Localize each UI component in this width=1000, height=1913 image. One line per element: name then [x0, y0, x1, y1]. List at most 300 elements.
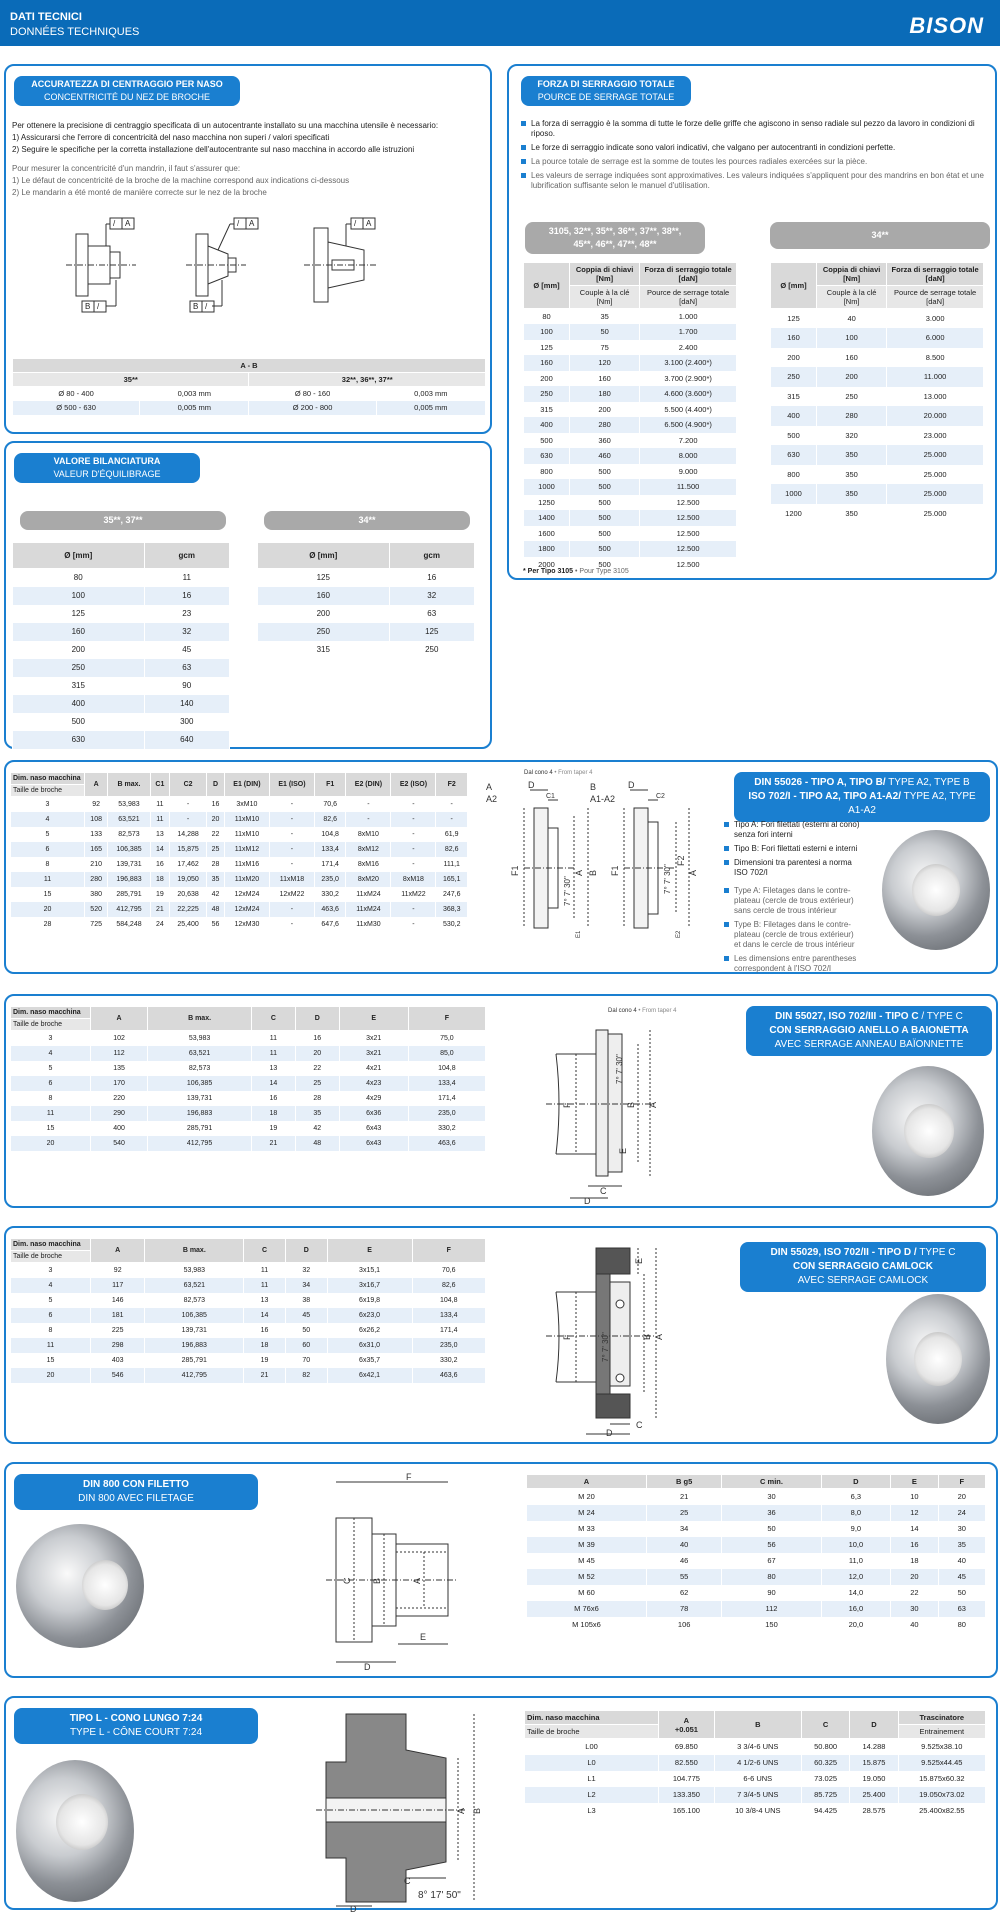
concentricity-text-fr-2: 1) Le défaut de concentricité de la broche de la machine correspond aux indications ci-dessous: [12, 176, 350, 185]
table-cell: 25.400x82.55: [898, 1803, 985, 1819]
table-row: [527, 1521, 986, 1537]
note-fr-2: Les valeurs de serrage indiquées sont approximatives. Les valeurs indiquées s'appliquent pour des mandrins en bon état et une lubrification suffisante selon le manuel d'utilisation.: [521, 171, 991, 191]
table-cell: 63: [144, 659, 230, 677]
table-cell: 4 1/2-6 UNS: [714, 1755, 801, 1771]
table-cell: 16: [144, 587, 230, 605]
table-cell: 16,0: [821, 1601, 891, 1617]
table-cell: 165: [85, 842, 108, 857]
table-cell: 250: [389, 641, 475, 659]
table-cell: 133.350: [659, 1787, 715, 1803]
table-row: [11, 1293, 486, 1308]
table-row: [524, 371, 737, 387]
din800-adapter-photo: [16, 1524, 144, 1648]
svg-text:A: A: [688, 869, 698, 876]
table-cell: -: [269, 902, 314, 917]
table-cell: 6x26,2: [327, 1323, 412, 1338]
table-cell: 21: [646, 1489, 722, 1505]
table-cell: 315: [771, 387, 817, 407]
svg-text:F2: F2: [676, 855, 686, 866]
table-cell: 16: [389, 569, 475, 587]
table-cell: 11: [150, 797, 169, 812]
table-cell: 3 3/4-6 UNS: [714, 1739, 801, 1755]
table-cell: 3.700 (2.900*): [640, 371, 737, 387]
table-row: [11, 827, 468, 842]
table-cell: 25.400: [850, 1787, 898, 1803]
table-cell: 6x19,8: [327, 1293, 412, 1308]
table-cell: 5: [11, 827, 85, 842]
clamping-table-1: Ø [mm] Coppia di chiavi [Nm] Forza di serraggio totale [daN] Couple à la clé [Nm] Pource de serrage totale [daN] 80 35 1.000 100 50 1.700 125 75 2.400 160 120 3.100 (2.400*) 200 160 3.700 (2.900*) 250 180 4.600 (3.600*) 315 200 5.500 (4.400*) 400 280 6.500 (4.900*) 500 360 7.200 630 460 8.000 800 500 9.000 1000 500 11.500 1250 500 12.500 1400 500 12.500 1600 500 12.500 1800 500 12.500 2000 500 12.500: [523, 262, 737, 572]
table-cell: -: [346, 797, 391, 812]
table-cell: 16: [891, 1537, 938, 1553]
table-cell: 250: [524, 386, 570, 402]
table-row: [11, 1091, 486, 1106]
table-row: [11, 1106, 486, 1121]
table-cell: 235,0: [408, 1106, 485, 1121]
table-cell: 350: [817, 504, 887, 524]
svg-text:F: F: [406, 1472, 412, 1482]
bison-logo: BISON: [909, 13, 984, 38]
clamping-footnote: * Per Tipo 3105 • Pour Type 3105: [523, 568, 629, 575]
table-cell: 4: [11, 812, 85, 827]
svg-text:/: /: [237, 219, 240, 228]
svg-text:/: /: [97, 302, 100, 311]
table-cell: 14: [891, 1521, 938, 1537]
table-cell: 630: [771, 445, 817, 465]
table-cell: Ø 80 - 400: [13, 387, 140, 401]
table-cell: 28: [295, 1091, 339, 1106]
svg-text:E: E: [634, 1257, 644, 1264]
table-cell: 12xM24: [224, 902, 269, 917]
table-cell: Ø 500 - 630: [13, 401, 140, 415]
table-row: [527, 1537, 986, 1553]
table-cell: 3: [11, 797, 85, 812]
table-cell: 196,883: [148, 1106, 252, 1121]
table-cell: 133,4: [314, 842, 345, 857]
label-a-2: A: [249, 219, 255, 228]
table-cell: L00: [525, 1739, 659, 1755]
clamping-table-2: Ø [mm] Coppia di chiavi [Nm] Forza di serraggio totale [daN] Couple à la clé [Nm] Pource de serrage totale [daN] 125 40 3.000 160 100 6.000 200 160 8.500 250 200 11.000 315 250 13.000 400 280 20.000 500 320 23.000 630 350 25.000 800 350 25.000 1000 350 25.000 1200 350 25.000: [770, 262, 984, 523]
table-cell: 250: [817, 387, 887, 407]
table-row: [13, 569, 230, 587]
table-cell: 546: [91, 1368, 145, 1383]
table-cell: 3x21: [339, 1046, 408, 1061]
table-cell: 25: [207, 842, 225, 857]
table-cell: 412,795: [145, 1368, 244, 1383]
table-cell: 400: [91, 1121, 148, 1136]
table-cell: 22: [891, 1585, 938, 1601]
balancing-pill: VALORE BILANCIATURA VALEUR D'ÉQUILIBRAGE: [14, 453, 200, 483]
table-cell: 82,573: [145, 1293, 244, 1308]
table-cell: 8xM10: [346, 827, 391, 842]
table-cell: 133: [85, 827, 108, 842]
table-cell: 165,1: [436, 872, 468, 887]
table-cell: 106: [646, 1617, 722, 1633]
table-cell: 48: [207, 902, 225, 917]
table-cell: 11: [11, 1338, 91, 1353]
table-row: [525, 1803, 986, 1819]
table-row: [11, 917, 468, 932]
table-cell: -: [436, 797, 468, 812]
table-cell: 8xM20: [346, 872, 391, 887]
svg-text:A: A: [486, 782, 493, 792]
concentricity-text-it-2: 1) Assicurarsi che l'errore di concentricità del naso macchina non superi / valori specificati: [12, 133, 330, 142]
table-row: [11, 857, 468, 872]
table-cell: 125: [771, 309, 817, 329]
table-cell: 40: [891, 1617, 938, 1633]
table-cell: 28: [11, 917, 85, 932]
type-l-panel: [4, 1696, 998, 1910]
table-cell: 104,8: [412, 1293, 486, 1308]
table-cell: 53,983: [108, 797, 150, 812]
table-cell: 2.400: [640, 340, 737, 356]
table-cell: 220: [91, 1091, 148, 1106]
table-row: [13, 659, 230, 677]
table-cell: 320: [817, 426, 887, 446]
table-cell: 15,875: [170, 842, 207, 857]
table-cell: 11xM24: [346, 902, 391, 917]
clamping-force-notes: [521, 119, 991, 195]
table-row: [771, 406, 984, 426]
concentricity-diagram: [46, 216, 486, 331]
table-row: [13, 401, 486, 415]
table-cell: 50.800: [801, 1739, 849, 1755]
table-row: [524, 402, 737, 418]
table-row: [11, 1061, 486, 1076]
table-cell: 285,791: [108, 887, 150, 902]
table-cell: 25.000: [887, 445, 984, 465]
table-cell: L3: [525, 1803, 659, 1819]
din55026-notes: Tipo A: Fori filettati (esterni al cono) senza fori interni Tipo B: Fori filettati esterni e interni Dimensioni tra parentesi a norma ISO 702/I Type A: Filetages dans le contre-plateau (cercle de trous extérieur) sans cercle de trous intérieur Type B: Filetages dans le contre-plateau (cercle de trous extérieur) et dans le cercle de trous intérieur Les dimensions entre parentheses correspondent à l'ISO 702/I: [724, 820, 862, 978]
table-cell: 80: [13, 569, 145, 587]
balancing-group-1: 35**, 37**: [20, 511, 226, 530]
table-cell: 12xM24: [224, 887, 269, 902]
table-cell: 70,6: [314, 797, 345, 812]
table-row: [11, 887, 468, 902]
svg-text:D: D: [584, 1196, 591, 1204]
label-a-1: A: [125, 219, 131, 228]
table-cell: 380: [85, 887, 108, 902]
table-row: [527, 1553, 986, 1569]
table-cell: -: [391, 797, 436, 812]
concentricity-table: A - B 35** 32**, 36**, 37** Ø 80 - 400 0,003 mm Ø 80 - 160 0,003 mm Ø 500 - 630 0,005 mm Ø 200 - 800 0,005 mm: [12, 358, 486, 415]
table-cell: 11.000: [887, 367, 984, 387]
table-row: [771, 387, 984, 407]
table-cell: 10: [891, 1489, 938, 1505]
table-cell: 15: [11, 887, 85, 902]
table-cell: 12.500: [640, 557, 737, 573]
table-cell: 8xM16: [346, 857, 391, 872]
table-cell: 0,003 mm: [140, 387, 249, 401]
table-cell: 18: [251, 1106, 295, 1121]
table-row: [13, 695, 230, 713]
table-cell: 73.025: [801, 1771, 849, 1787]
clamping-group-1: 3105, 32**, 35**, 36**, 37**, 38**, 45**, 46**, 47**, 48**: [525, 222, 705, 254]
label-b-2: B: [193, 302, 199, 311]
table-cell: 4x29: [339, 1091, 408, 1106]
table-cell: 290: [91, 1106, 148, 1121]
table-cell: 280: [570, 417, 640, 433]
table-cell: 25: [646, 1505, 722, 1521]
table-row: [527, 1585, 986, 1601]
table-cell: 6x43: [339, 1121, 408, 1136]
table-cell: 403: [91, 1353, 145, 1368]
table-cell: 19: [150, 887, 169, 902]
table-cell: 50: [938, 1585, 985, 1601]
concentricity-panel: [4, 64, 492, 434]
table-cell: 530,2: [436, 917, 468, 932]
table-row: [524, 433, 737, 449]
table-row: [13, 623, 230, 641]
table-cell: 70: [285, 1353, 327, 1368]
svg-text:F1: F1: [610, 865, 620, 876]
table-cell: 63,521: [145, 1278, 244, 1293]
table-row: [527, 1505, 986, 1521]
table-cell: 8.500: [887, 348, 984, 368]
table-cell: 11xM24: [346, 887, 391, 902]
table-cell: 32: [285, 1263, 327, 1278]
label-a-3: A: [366, 219, 372, 228]
din55029-table: Dim. naso macchina A B max. C D E F Taille de broche 3 92 53,983 11 32 3x15,1 70,6 4 117 63,521 11 34 3x16,7 82,6 5 146 82,573 13 38 6x19,8 104,8 6 181 106,385 14 45 6x23,0 133,4 8 225 139,731 16 50 6x26,2 171,4 11 298 196,883 18 60 6x31,0 235,0 15 403 285,791 19 70 6x35,7 330,2 20 546 412,795 21 82 6x42,1 463,6: [10, 1238, 486, 1383]
svg-text:F1: F1: [510, 865, 520, 876]
table-cell: 82.550: [659, 1755, 715, 1771]
table-cell: 106,385: [108, 842, 150, 857]
table-cell: 21: [251, 1136, 295, 1151]
table-cell: 171,4: [408, 1091, 485, 1106]
table-cell: 280: [85, 872, 108, 887]
table-cell: 19: [251, 1121, 295, 1136]
table-cell: 400: [13, 695, 145, 713]
table-cell: 11: [150, 812, 169, 827]
din55029-pill: DIN 55029, ISO 702/II - TIPO D / TYPE C CON SERRAGGIO CAMLOCK AVEC SERRAGE CAMLOCK: [740, 1242, 986, 1292]
table-cell: 12xM22: [269, 887, 314, 902]
table-cell: 11xM20: [224, 872, 269, 887]
table-cell: 6x23,0: [327, 1308, 412, 1323]
table-cell: 500: [570, 510, 640, 526]
table-cell: 45: [144, 641, 230, 659]
svg-text:E: E: [420, 1632, 427, 1642]
table-cell: 53,983: [145, 1263, 244, 1278]
clamping-force-panel: [507, 64, 997, 580]
table-cell: M 76x6: [527, 1601, 647, 1617]
table-row: [771, 348, 984, 368]
table-cell: 20: [11, 1368, 91, 1383]
table-cell: 12xM30: [224, 917, 269, 932]
table-row: [524, 448, 737, 464]
table-row: [11, 1076, 486, 1091]
table-cell: 4.600 (3.600*): [640, 386, 737, 402]
table-cell: 25.000: [887, 484, 984, 504]
svg-text:C2: C2: [656, 793, 665, 800]
svg-text:A1-A2: A1-A2: [590, 794, 616, 804]
table-cell: 6x42,1: [327, 1368, 412, 1383]
table-cell: 25.000: [887, 504, 984, 524]
table-cell: 9.525x38.10: [898, 1739, 985, 1755]
table-cell: 94.425: [801, 1803, 849, 1819]
table-row: [524, 526, 737, 542]
table-cell: 500: [570, 541, 640, 557]
table-cell: 30: [722, 1489, 821, 1505]
svg-text:B: B: [626, 1101, 636, 1108]
table-cell: 463,6: [314, 902, 345, 917]
table-cell: 400: [524, 417, 570, 433]
type-l-pill: TIPO L - CONO LUNGO 7:24 TYPE L - CÔNE COURT 7:24: [14, 1708, 258, 1744]
table-cell: 7 3/4-5 UNS: [714, 1787, 801, 1803]
table-cell: L1: [525, 1771, 659, 1787]
table-cell: 247,6: [436, 887, 468, 902]
table-cell: 20,638: [170, 887, 207, 902]
table-cell: 120: [570, 355, 640, 371]
din55026-diagram: [484, 766, 724, 971]
table-row: [524, 386, 737, 402]
table-cell: 200: [817, 367, 887, 387]
table-cell: 10,0: [821, 1537, 891, 1553]
table-cell: 584,248: [108, 917, 150, 932]
din55026-table: Dim. naso macchina A B max. C1 C2 D E1 (DIN) E1 (ISO) F1 E2 (DIN) E2 (ISO) F2 Taille de broche 3 92 53,983 11 - 16 3xM10 - 70,6 - - - 4 108 63,521 11 - 20 11xM10 - 82,6 - - - 5 133 82,573 13 14,288 22 11xM10 - 104,8 8xM10 - 61,9 6 165 106,385 14 15,875 25 11xM12 - 133,4 8xM12 - 82,6 8 210 139,731 16 17,462 28 11xM16 - 171,4 8xM16 - 111,1 11 280 196,883 18 19,050 35 11xM20 11xM18 235,0 8xM20 8xM18 165,1 15 380 285,791 19 20,638 42 12xM24 12xM22 330,2 11xM24 11xM22 247,6 20 520 412,795 21 22,225 48 12xM24 - 463,6 11xM24 - 368,3 28 725 584,248 24 25,400 56 12xM30 - 647,6 11xM30 - 530,2: [10, 772, 468, 932]
table-cell: 19.050: [850, 1771, 898, 1787]
table-cell: -: [391, 812, 436, 827]
table-cell: 28.575: [850, 1803, 898, 1819]
table-cell: 160: [13, 623, 145, 641]
table-cell: 22: [207, 827, 225, 842]
table-cell: 42: [207, 887, 225, 902]
table-cell: 11xM10: [224, 812, 269, 827]
table-cell: 500: [570, 495, 640, 511]
table-row: [258, 623, 475, 641]
table-cell: 92: [91, 1263, 145, 1278]
svg-text:A: A: [456, 1807, 466, 1814]
table-cell: 1600: [524, 526, 570, 542]
table-cell: 40: [938, 1553, 985, 1569]
din55029-adapter-photo: [886, 1294, 990, 1424]
table-cell: 330,2: [408, 1121, 485, 1136]
table-cell: 8.000: [640, 448, 737, 464]
svg-text:C: C: [404, 1876, 411, 1886]
table-row: [524, 510, 737, 526]
table-cell: 235,0: [412, 1338, 486, 1353]
table-cell: 13.000: [887, 387, 984, 407]
table-cell: 35: [938, 1537, 985, 1553]
type-l-col-a: A +0.051: [659, 1711, 715, 1739]
table-cell: 100: [524, 324, 570, 340]
table-cell: 16: [150, 857, 169, 872]
table-cell: 20: [891, 1569, 938, 1585]
concentricity-text-it-1: Per ottenere la precisione di centraggio specificata di un autocentrante installato su una macchina utensile è necessario:: [12, 121, 439, 130]
table-cell: 38: [285, 1293, 327, 1308]
svg-text:E1: E1: [576, 930, 582, 938]
table-cell: 300: [144, 713, 230, 731]
table-cell: 171,4: [314, 857, 345, 872]
table-cell: 460: [570, 448, 640, 464]
svg-text:B: B: [372, 1577, 382, 1584]
table-cell: 16: [251, 1091, 295, 1106]
table-cell: 40: [817, 309, 887, 329]
table-cell: 60.325: [801, 1755, 849, 1771]
table-cell: 50: [722, 1521, 821, 1537]
table-cell: 463,6: [408, 1136, 485, 1151]
table-cell: 11: [11, 872, 85, 887]
table-cell: 30: [938, 1521, 985, 1537]
table-cell: 4x23: [339, 1076, 408, 1091]
table-row: [524, 464, 737, 480]
svg-text:D: D: [628, 780, 635, 790]
table-cell: 55: [646, 1569, 722, 1585]
table-cell: 640: [144, 731, 230, 749]
table-cell: 1800: [524, 541, 570, 557]
table-row: [527, 1489, 986, 1505]
table-cell: 20: [207, 812, 225, 827]
table-cell: 20,0: [821, 1617, 891, 1633]
table-cell: 250: [13, 659, 145, 677]
table-cell: 6: [11, 842, 85, 857]
table-cell: 78: [646, 1601, 722, 1617]
table-cell: Ø 200 - 800: [249, 401, 376, 415]
table-cell: 50: [570, 324, 640, 340]
table-cell: 100: [817, 328, 887, 348]
table-cell: 3.100 (2.400*): [640, 355, 737, 371]
table-cell: 16: [295, 1031, 339, 1046]
table-cell: 315: [258, 641, 390, 659]
table-cell: 12.500: [640, 495, 737, 511]
table-cell: 32: [144, 623, 230, 641]
table-cell: 106,385: [148, 1076, 252, 1091]
table-cell: 140: [144, 695, 230, 713]
clamping-group-2: 34**: [770, 222, 990, 249]
table-cell: -: [391, 842, 436, 857]
table-cell: 25,400: [170, 917, 207, 932]
table-cell: 85,0: [408, 1046, 485, 1061]
table-cell: Ø 80 - 160: [249, 387, 376, 401]
table-cell: 146: [91, 1293, 145, 1308]
table-row: [13, 605, 230, 623]
table-cell: -: [269, 812, 314, 827]
table-row: [525, 1787, 986, 1803]
type-l-adapter-photo: [16, 1760, 134, 1902]
table-cell: 360: [570, 433, 640, 449]
table-cell: 19,050: [170, 872, 207, 887]
table-row: [258, 569, 475, 587]
table-cell: 500: [13, 713, 145, 731]
svg-text:7° 7' 30": 7° 7' 30": [663, 864, 672, 894]
table-cell: 104.775: [659, 1771, 715, 1787]
table-cell: 82,6: [314, 812, 345, 827]
table-cell: 82,573: [108, 827, 150, 842]
table-cell: 125: [524, 340, 570, 356]
table-row: [11, 1031, 486, 1046]
table-cell: 6x43: [339, 1136, 408, 1151]
table-cell: 6x31,0: [327, 1338, 412, 1353]
svg-text:A: A: [648, 1101, 658, 1108]
table-row: [524, 541, 737, 557]
table-cell: 1.000: [640, 309, 737, 325]
table-cell: 12.500: [640, 541, 737, 557]
table-cell: M 60: [527, 1585, 647, 1601]
table-cell: 200: [524, 371, 570, 387]
table-cell: 8xM18: [391, 872, 436, 887]
table-cell: 160: [570, 371, 640, 387]
type-l-table: Dim. naso macchina A +0.051 B C D Trascinatore Taille de broche Entrainement L00 69.850 3 3/4-6 UNS 50.800 14.288 9.525x38.10 L0 82.550 4 1/2-6 UNS 60.325 15.875 9.525x44.45 L1 104.775 6-6 UNS 73.025 19.050 15.875x60.32 L2 133.350 7 3/4-5 UNS 85.725 25.400 19.050x73.02 L3 165.100 10 3/8-4 UNS 94.425 28.575 25.400x82.55: [524, 1710, 986, 1819]
svg-text:A2: A2: [486, 794, 498, 804]
table-cell: 3x21: [339, 1031, 408, 1046]
table-cell: 35: [570, 309, 640, 325]
table-cell: -: [170, 812, 207, 827]
table-cell: 11: [251, 1046, 295, 1061]
table-row: [527, 1617, 986, 1633]
table-cell: 135: [91, 1061, 148, 1076]
table-cell: 24: [150, 917, 169, 932]
table-cell: 102: [91, 1031, 148, 1046]
table-cell: M 33: [527, 1521, 647, 1537]
table-cell: 28: [207, 857, 225, 872]
